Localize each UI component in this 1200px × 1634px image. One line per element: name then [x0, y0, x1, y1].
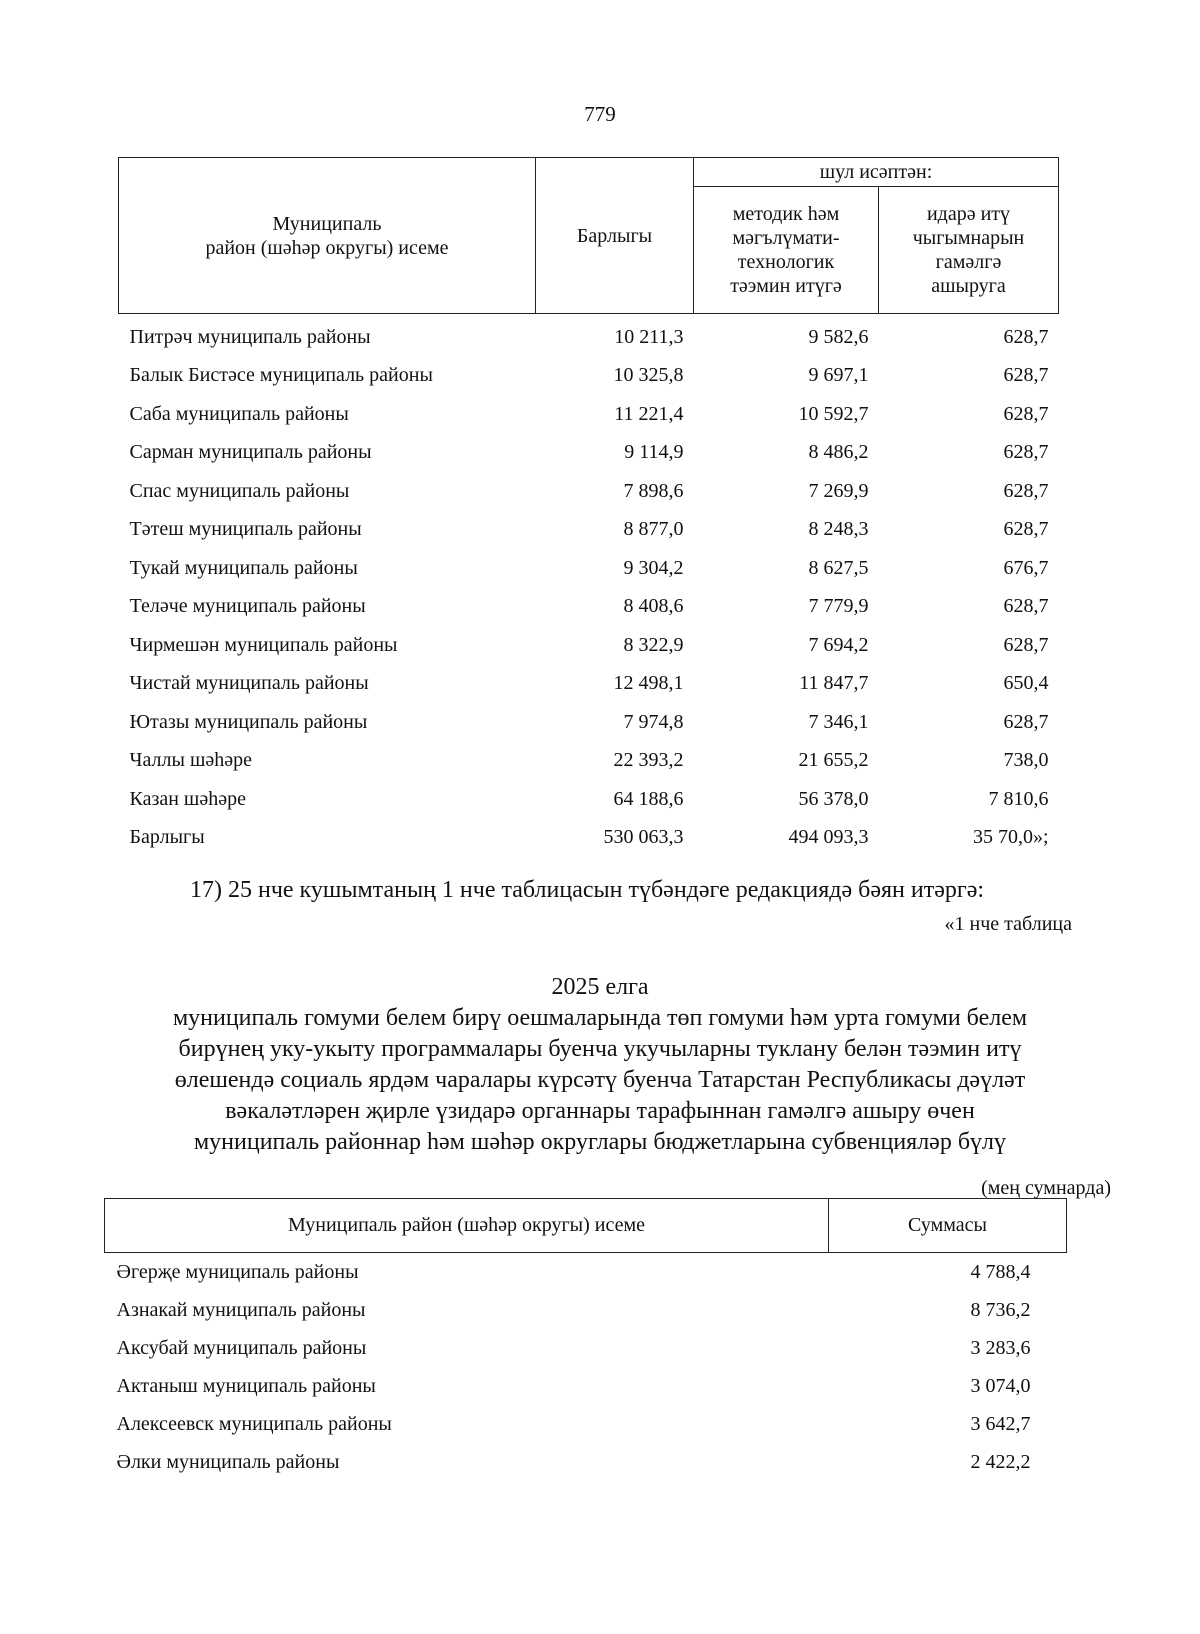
table-title	[100, 972, 1100, 1158]
table-row	[119, 314, 1059, 357]
municipality-name: Балык Бистәсе муниципаль районы	[129, 364, 433, 387]
admin-value: 628,7	[1003, 479, 1049, 502]
admin-value: 628,7	[1003, 364, 1049, 387]
total-value: 7 974,8	[623, 710, 684, 733]
table-label: «1 нче таблица	[944, 913, 1072, 935]
table-row	[119, 549, 1059, 588]
methodical-value: 9 697,1	[808, 364, 869, 387]
admin-value: 738,0	[1003, 749, 1049, 772]
admin-value: 650,4	[1003, 672, 1049, 695]
admin-value: 676,7	[1003, 556, 1049, 579]
municipality-name: Саба муниципаль районы	[129, 402, 349, 425]
sum-value: 4 788,4	[970, 1260, 1031, 1283]
total-value: 9 114,9	[624, 441, 684, 464]
municipality-name: Тукай муниципаль районы	[129, 556, 358, 579]
table-row	[119, 665, 1059, 704]
admin-value: 628,7	[1003, 710, 1049, 733]
table-row	[119, 626, 1059, 665]
municipality-name: Тәтеш муниципаль районы	[129, 518, 362, 541]
admin-value: 628,7	[1003, 518, 1049, 541]
sum-value: 2 422,2	[970, 1450, 1031, 1473]
methodical-value: 11 847,7	[799, 672, 869, 695]
total-value: 9 304,2	[623, 556, 684, 579]
methodical-value: 8 248,3	[808, 518, 869, 541]
header-admin-expenses: идарә итү чыгымнарын гамәлгә ашыруга	[879, 187, 1059, 314]
sum-value: 3 642,7	[970, 1412, 1031, 1435]
subvention-table	[104, 1198, 1067, 1481]
title-line: бирүнең уку-укыту программалары буенча укучыларны туклану белән тәэмин итү	[178, 1036, 1022, 1062]
total-value: 22 393,2	[613, 749, 684, 772]
municipality-name: Аксубай муниципаль районы	[116, 1336, 367, 1359]
sum-value: 8 736,2	[970, 1298, 1031, 1321]
total-value: 10 325,8	[613, 364, 684, 387]
total-value: 8 877,0	[623, 518, 684, 541]
admin-value: 628,7	[1003, 633, 1049, 656]
methodical-value: 494 093,3	[788, 826, 869, 849]
municipality-name: Питрәч муниципаль районы	[129, 325, 371, 348]
methodical-value: 7 269,9	[808, 479, 869, 502]
title-line: 2025 елга	[551, 974, 649, 1000]
table-row	[105, 1291, 1067, 1329]
total-value: 10 211,3	[614, 325, 684, 348]
table-row	[119, 357, 1059, 396]
table-row	[119, 395, 1059, 434]
admin-value: 7 810,6	[988, 787, 1049, 810]
total-value: 64 188,6	[613, 787, 684, 810]
table-row	[105, 1329, 1067, 1367]
methodical-value: 56 378,0	[798, 787, 869, 810]
amendment-instruction: 17) 25 нче кушымтаның 1 нче таблицасын түбәндәге редакциядә бәян итәргә:	[190, 877, 985, 903]
title-line: өлешендә социаль ярдәм чаралары күрсәтү буенча Татарстан Республикасы дәүләт	[174, 1067, 1026, 1093]
total-value: 530 063,3	[603, 826, 684, 849]
methodical-value: 7 346,1	[808, 710, 869, 733]
methodical-value: 7 779,9	[808, 595, 869, 618]
municipality-name: Әлки муниципаль районы	[116, 1450, 340, 1473]
table-row	[119, 472, 1059, 511]
municipality-name: Сарман муниципаль районы	[129, 441, 372, 464]
title-line: муниципаль гомуми белем бирү оешмаларында төп гомуми һәм урта гомуми белем	[172, 1005, 1028, 1031]
sum-value: 3 283,6	[970, 1336, 1031, 1359]
methodical-value: 8 486,2	[808, 441, 869, 464]
admin-value: 35 70,0»;	[972, 826, 1049, 849]
table-row	[119, 703, 1059, 742]
municipality-name: Спас муниципаль районы	[129, 479, 350, 502]
municipality-name: Казан шәһәре	[129, 787, 246, 810]
admin-value: 628,7	[1003, 325, 1049, 348]
table-row	[119, 588, 1059, 627]
total-value: 8 408,6	[623, 595, 684, 618]
municipality-name: Чистай муниципаль районы	[129, 672, 369, 695]
municipality-name: Азнакай муниципаль районы	[116, 1298, 366, 1321]
total-value: 11 221,4	[614, 402, 684, 425]
table-row	[119, 511, 1059, 550]
header-municipality-name: Муниципаль район (шәһәр округы) исеме	[119, 158, 536, 314]
methodical-value: 7 694,2	[808, 633, 869, 656]
municipality-name: Актаныш муниципаль районы	[116, 1374, 376, 1397]
municipality-name: Әгерҗе муниципаль районы	[116, 1260, 359, 1283]
admin-value: 628,7	[1003, 441, 1049, 464]
units-note: (мең сумнарда)	[981, 1177, 1111, 1199]
table-row	[105, 1443, 1067, 1481]
municipality-name: Алексеевск муниципаль районы	[116, 1412, 392, 1435]
table-row	[105, 1367, 1067, 1405]
table-row	[105, 1405, 1067, 1443]
municipality-name: Ютазы муниципаль районы	[129, 710, 368, 733]
table-row	[119, 742, 1059, 781]
methodical-value: 21 655,2	[798, 749, 869, 772]
header-municipality-name: Муниципаль район (шәһәр округы) исеме	[105, 1199, 829, 1253]
header-sum: Суммасы	[829, 1199, 1067, 1253]
admin-value: 628,7	[1003, 402, 1049, 425]
total-value: 7 898,6	[623, 479, 684, 502]
header-including-group: шул исәптән:	[694, 158, 1059, 187]
methodical-value: 8 627,5	[808, 556, 869, 579]
table-row	[119, 434, 1059, 473]
municipality-name: Теләче муниципаль районы	[129, 595, 366, 618]
title-line: вәкаләтләрен җирле үзидарә органнары тарафыннан гамәлгә ашыру өчен	[225, 1098, 975, 1124]
methodical-value: 10 592,7	[798, 402, 869, 425]
sum-value: 3 074,0	[970, 1374, 1031, 1397]
header-total: Барлыгы	[536, 158, 694, 314]
total-value: 12 498,1	[613, 672, 684, 695]
municipality-name: Чирмешән муниципаль районы	[129, 633, 398, 656]
district-funding-table	[118, 157, 1059, 857]
table-row	[105, 1253, 1067, 1292]
title-line: муниципаль районнар һәм шәһәр округлары бюджетларына субвенцияләр бүлү	[193, 1129, 1007, 1155]
total-value: 8 322,9	[623, 633, 684, 656]
admin-value: 628,7	[1003, 595, 1049, 618]
table-row	[119, 780, 1059, 819]
methodical-value: 9 582,6	[808, 325, 869, 348]
total-row	[119, 819, 1059, 858]
header-methodical-support: методик һәм мәгълүмати- технологик тәэмин итүгә	[694, 187, 879, 314]
municipality-name: Барлыгы	[129, 826, 205, 849]
municipality-name: Чаллы шәһәре	[129, 749, 252, 772]
page-number: 779	[584, 102, 616, 126]
